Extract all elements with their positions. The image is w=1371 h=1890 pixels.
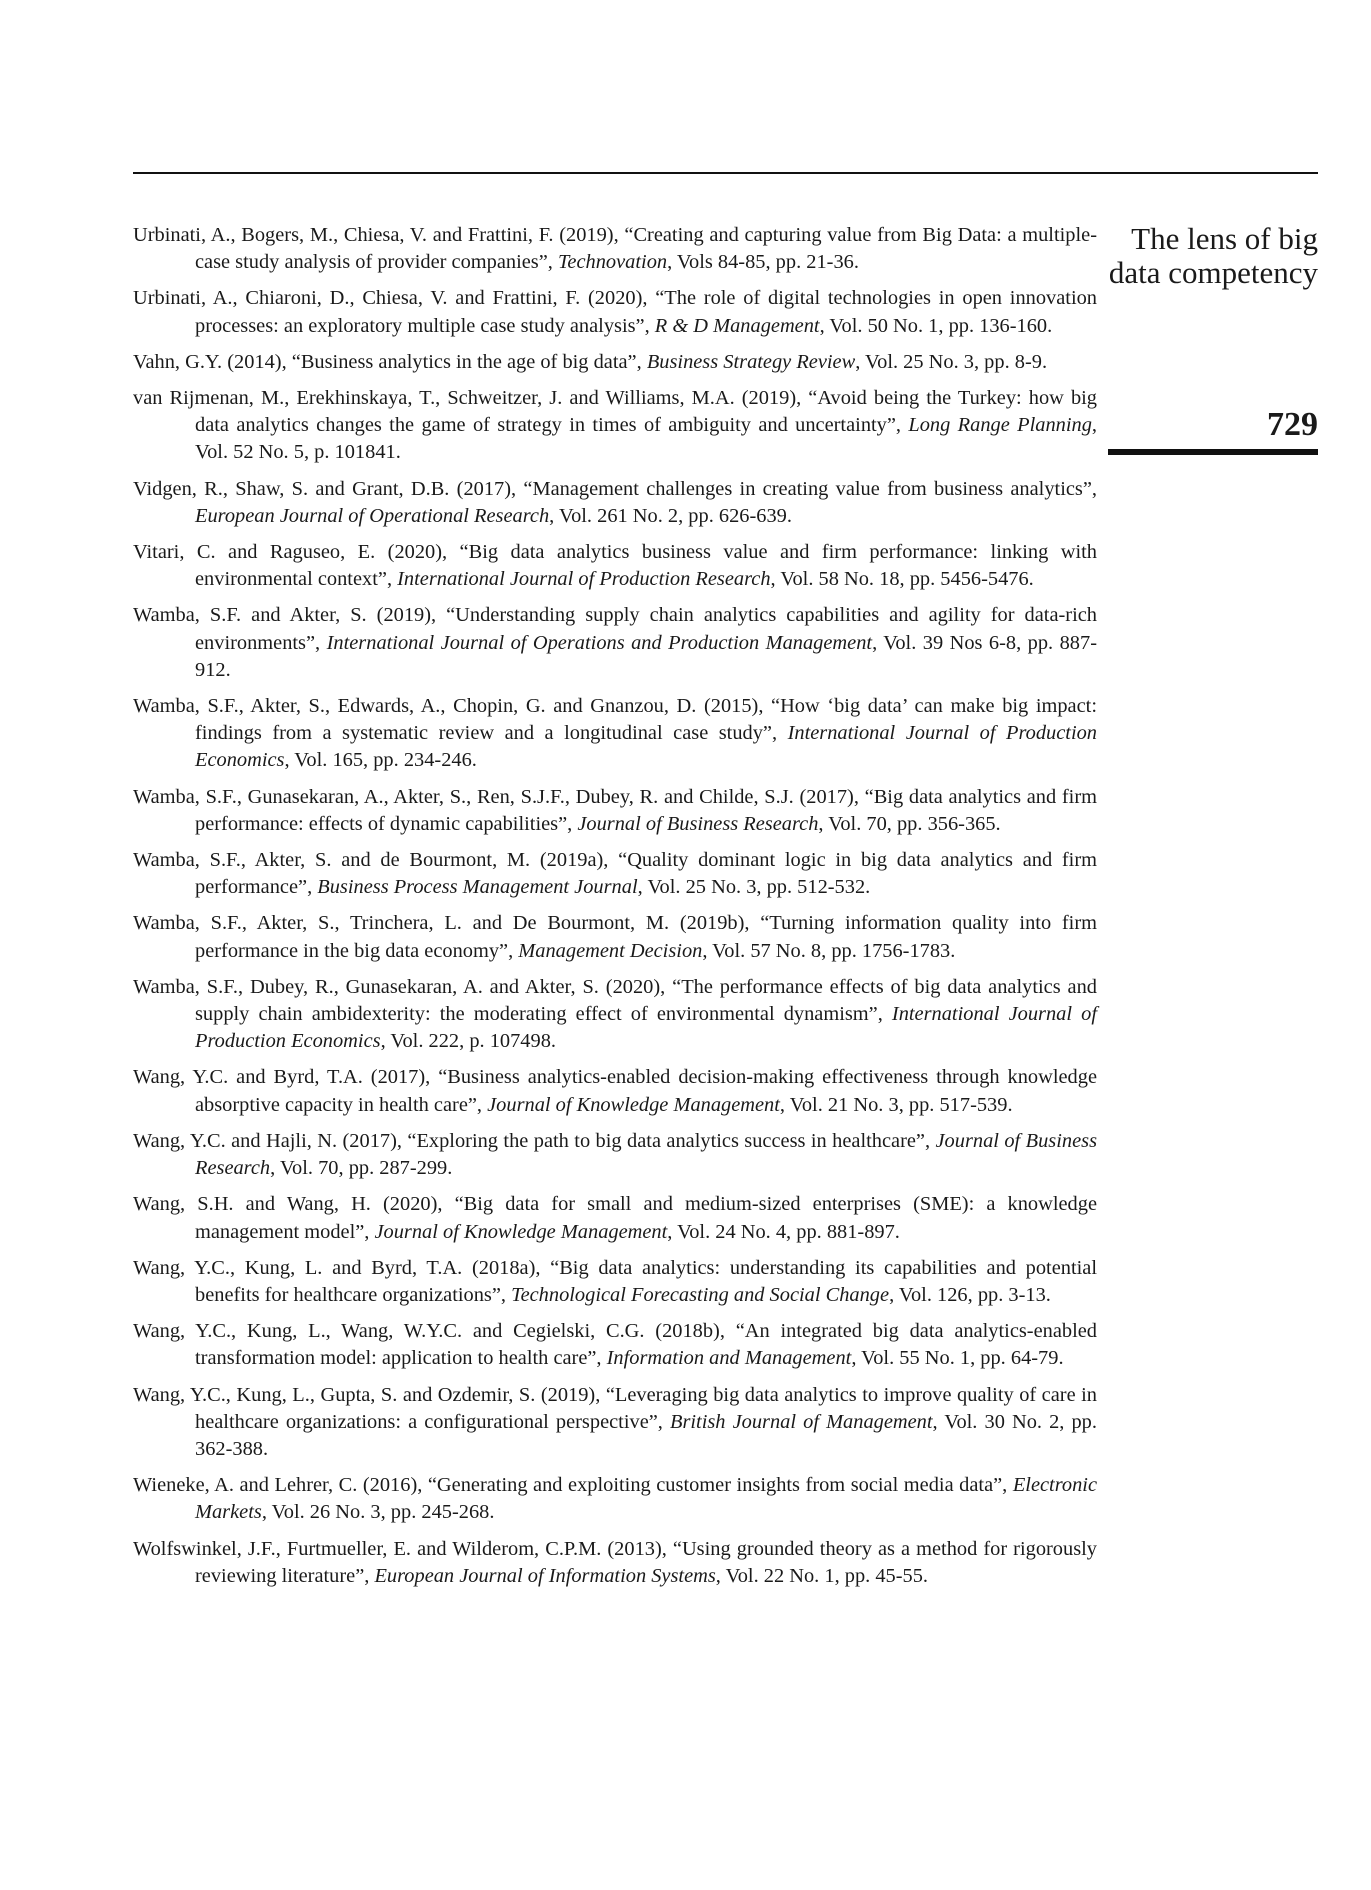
reference-entry: Wang, Y.C. and Byrd, T.A. (2017), “Business analytics-enabled decision-making effectiveness through knowledge absorptive capacity in health care”, Journal of Knowledge Management, Vol. 21 No. 3, pp. 517-539. xyxy=(133,1066,1097,1116)
reference-entry: Wolfswinkel, J.F., Furtmueller, E. and Wilderom, C.P.M. (2013), “Using grounded theory as a method for rigorously reviewing literature”, European Journal of Information Systems, Vol. 22 No. 1, pp. 45-55. xyxy=(133,1537,1097,1587)
journal-title: Journal of Knowledge Management xyxy=(487,1093,780,1116)
journal-title: European Journal of Operational Research xyxy=(195,504,550,527)
reference-entry: Vidgen, R., Shaw, S. and Grant, D.B. (2017), “Management challenges in creating value from business analytics”, European Journal of Operational Research, Vol. 261 No. 2, pp. 626-639. xyxy=(133,477,1097,527)
journal-title: Journal of Business Research xyxy=(577,812,819,835)
journal-title: International Journal of Production Research xyxy=(397,568,771,591)
journal-title: International Journal of Operations and Production Management xyxy=(326,631,873,654)
reference-entry: Wang, Y.C. and Hajli, N. (2017), “Exploring the path to big data analytics success in healthcare”, Journal of Business Research, Vol. 70, pp. 287-299. xyxy=(133,1129,1097,1180)
reference-entry: Wamba, S.F., Gunasekaran, A., Akter, S., Ren, S.J.F., Dubey, R. and Childe, S.J. (2017), “Big data analytics and firm performance: effects of dynamic capabilities”, Journal of Business Research, Vol. 70, pp. 356-365. xyxy=(133,785,1097,835)
journal-title: British Journal of Management xyxy=(669,1410,933,1433)
page-number: 729 xyxy=(1267,406,1318,443)
journal-title: Electronic Markets xyxy=(195,1474,1097,1524)
reference-entry: Urbinati, A., Chiaroni, D., Chiesa, V. and Frattini, F. (2020), “The role of digital technologies in open innovation processes: an exploratory multiple case study analysis”, R & D Management, Vol. 50 No. 1, pp. 136-160. xyxy=(133,287,1097,337)
reference-entry: Wamba, S.F., Akter, S., Edwards, A., Chopin, G. and Gnanzou, D. (2015), “How ‘big data’ can make big impact: findings from a systematic review and a longitudinal case study”, International Journal of Production Economics, Vol. 165, pp. 234-246. xyxy=(133,695,1098,772)
reference-entry: Wang, Y.C., Kung, L., Gupta, S. and Ozdemir, S. (2019), “Leveraging big data analytics to improve quality of care in healthcare organizations: a configurational perspective”, British Journal of Management, Vol. 30 No. 2, pp. 362-388. xyxy=(133,1383,1097,1460)
top-rule xyxy=(133,172,1318,174)
reference-entry: van Rijmenan, M., Erekhinskaya, T., Schweitzer, J. and Williams, M.A. (2019), “Avoid being the Turkey: how big data analytics changes the game of strategy in times of ambiguity and uncertainty”, Long Range Planning, Vol. 52 No. 5, p. 101841. xyxy=(133,387,1097,464)
journal-title: International Journal of Production Economics xyxy=(195,722,1098,772)
reference-entry: Wang, Y.C., Kung, L. and Byrd, T.A. (2018a), “Big data analytics: understanding its capabilities and potential benefits for healthcare organizations”, Technological Forecasting and Social Change, Vol. 126, pp. 3-13. xyxy=(133,1256,1097,1306)
journal-title: European Journal of Information Systems xyxy=(374,1564,716,1587)
reference-entry: Wang, Y.C., Kung, L., Wang, W.Y.C. and Cegielski, C.G. (2018b), “An integrated big data analytics-enabled transformation model: application to health care”, Information and Management, Vol. 55 No. 1, pp. 64-79. xyxy=(133,1320,1097,1370)
journal-title: Journal of Business Research xyxy=(195,1129,1097,1180)
reference-entry: Vahn, G.Y. (2014), “Business analytics in the age of big data”, Business Strategy Review, Vol. 25 No. 3, pp. 8-9. xyxy=(133,350,1048,373)
reference-entry: Vitari, C. and Raguseo, E. (2020), “Big data analytics business value and firm performance: linking with environmental context”, International Journal of Production Research, Vol. 58 No. 18, pp. 5456-5476. xyxy=(133,541,1097,591)
journal-title: International Journal of Production Economics xyxy=(195,1003,1097,1053)
reference-entry: Wamba, S.F., Akter, S. and de Bourmont, M. (2019a), “Quality dominant logic in big data analytics and firm performance”, Business Process Management Journal, Vol. 25 No. 3, pp. 512-532. xyxy=(133,849,1097,899)
reference-list xyxy=(133,222,1097,1599)
reference-entry: Wamba, S.F., Dubey, R., Gunasekaran, A. and Akter, S. (2020), “The performance effects of big data analytics and supply chain ambidexterity: the moderating effect of environmental dynamism”, International Journal of Production Economics, Vol. 222, p. 107498. xyxy=(133,975,1097,1053)
journal-title: Information and Management xyxy=(606,1347,852,1370)
journal-title: Journal of Knowledge Management xyxy=(374,1220,668,1243)
journal-title: Long Range Planning xyxy=(908,414,1092,437)
journal-title: Management Decision xyxy=(518,939,703,962)
journal-title: R & D Management xyxy=(654,314,820,337)
running-title: The lens of big data competency xyxy=(1108,221,1318,290)
reference-entry: Wieneke, A. and Lehrer, C. (2016), “Generating and exploiting customer insights from social media data”, Electronic Markets, Vol. 26 No. 3, pp. 245-268. xyxy=(133,1474,1097,1524)
journal-title: Business Strategy Review xyxy=(646,350,856,373)
reference-entry: Urbinati, A., Bogers, M., Chiesa, V. and Frattini, F. (2019), “Creating and capturing value from Big Data: a multiple-case study analysis of provider companies”, Technovation, Vols 84-85, pp. 21-36. xyxy=(133,224,1097,274)
reference-entry: Wamba, S.F., Akter, S., Trinchera, L. and De Bourmont, M. (2019b), “Turning information quality into firm performance in the big data economy”, Management Decision, Vol. 57 No. 8, pp. 1756-1783. xyxy=(133,912,1097,962)
journal-title: Technological Forecasting and Social Change xyxy=(511,1283,890,1306)
page-number-rule xyxy=(1108,449,1318,455)
journal-title: Business Process Management Journal xyxy=(317,876,638,899)
reference-entry: Wamba, S.F. and Akter, S. (2019), “Understanding supply chain analytics capabilities and agility for data-rich environments”, International Journal of Operations and Production Management, Vol. 39 Nos 6-8, pp. 887-912. xyxy=(133,604,1097,681)
journal-title: Technovation xyxy=(557,251,668,274)
reference-entry: Wang, S.H. and Wang, H. (2020), “Big data for small and medium-sized enterprises (SME): a knowledge management model”, Journal of Knowledge Management, Vol. 24 No. 4, pp. 881-897. xyxy=(133,1193,1097,1243)
